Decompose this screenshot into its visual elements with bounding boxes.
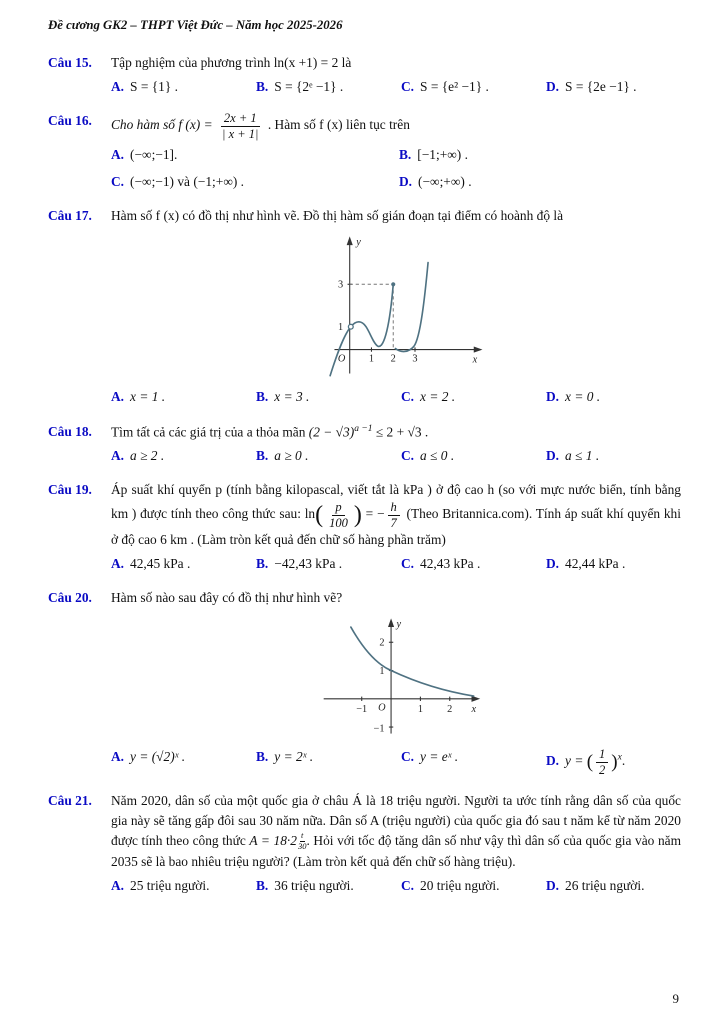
origin-label: O [377, 703, 386, 715]
document-header: Đề cương GK2 – THPT Việt Đức – Năm học 2025-2026 [48, 18, 343, 32]
option-c [401, 554, 542, 574]
x-axis-arrow [473, 347, 482, 353]
option-letter: C. [401, 389, 415, 405]
option-a [111, 446, 252, 466]
question-19-options [111, 554, 681, 574]
option-letter: B. [256, 878, 269, 894]
option-text: 42,44 kPa . [565, 556, 626, 572]
option-text: y = (√2)ˣ . [130, 749, 186, 765]
option-a [111, 554, 252, 574]
option-text: (−∞;−1) và (−1;+∞) . [130, 174, 245, 190]
point-2-3 [391, 283, 395, 287]
option-letter: B. [256, 389, 269, 405]
question-18-body [111, 422, 681, 467]
fraction-numerator: 1 [596, 747, 608, 762]
option-text: [−1;+∞) . [417, 147, 468, 163]
y-tick-label-neg1: −1 [373, 723, 385, 735]
fraction-numerator: 2x + 1 [221, 111, 260, 126]
option-b [399, 145, 681, 165]
option-letter: A. [111, 79, 125, 95]
question-17-text: Hàm số f (x) có đồ thị như hình vẽ. Đồ thị hàm số gián đoạn tại điểm có hoành độ là [111, 208, 564, 224]
open-paren: ( [586, 751, 594, 773]
fraction [388, 500, 400, 530]
option-a [111, 747, 252, 777]
question-16-options [111, 145, 681, 192]
y-tick-label-2: 2 [378, 637, 385, 649]
question-20-figure [111, 614, 681, 739]
question-19-body [111, 480, 681, 574]
option-text: a ≥ 0 . [274, 448, 309, 464]
text-segment: . Hỏi với tốc độ tăng dân số như vậy thì dân số của quốc gia vào năm 2035 sẽ là bao nhiêu triệu người? (Làm tròn kết quả đến chữ số hàng triệu). [111, 833, 682, 869]
question-15-label: Câu 15. [48, 55, 92, 71]
option-c [401, 77, 542, 97]
option-letter: B. [256, 79, 269, 95]
option-text: 25 triệu người. [130, 878, 210, 894]
option-text: y = 2ˣ . [274, 749, 314, 765]
question-15-text: Tập nghiệm của phương trình ln(x +1) = 2 là [111, 55, 352, 71]
question-21-options [111, 876, 681, 896]
question-16-body [111, 111, 681, 192]
fraction-denominator: | x + 1| [222, 126, 259, 141]
question-20-text: Hàm số nào sau đây có đồ thị như hình vẽ? [111, 590, 343, 606]
option-b [256, 554, 397, 574]
option-text: a ≤ 0 . [420, 448, 455, 464]
text-segment: Năm 2020, dân số của một quốc gia ở châu Á là 18 triệu người. Người ta ước tính rằng dân số của quốc gia này sẽ tăng gấp đôi sau 30 năm nữa. Dân số A (triệu người) của quốc gia đó sau t năm kể từ năm 2020 được tính theo công thức [111, 793, 681, 849]
close-paren: ) [611, 751, 618, 773]
option-text: 42,43 kPa . [420, 556, 481, 572]
option-letter: D. [546, 448, 560, 464]
option-letter: D. [546, 389, 560, 405]
y-axis-arrow [388, 619, 394, 628]
option-c [401, 876, 542, 896]
fraction-numerator: p [332, 500, 344, 515]
question-16 [48, 111, 681, 192]
question-17-options [111, 387, 681, 407]
option-text: y = eˣ . [420, 749, 459, 765]
question-19 [48, 480, 681, 574]
question-16-text [111, 111, 681, 141]
option-d [546, 387, 681, 407]
option-letter: C. [401, 448, 415, 464]
x-tick-label-1: 1 [417, 704, 423, 716]
option-letter: D. [546, 878, 560, 894]
question-21-label: Câu 21. [48, 793, 92, 809]
option-letter: D. [546, 753, 560, 769]
text-segment: Áp suất khí quyển p (tính bằng kilopascal, viết tắt là kPa ) ở độ cao h (so với mực nước biển, tính bằng km ) được tính theo công thức sau: ln [111, 482, 681, 522]
question-16-label: Câu 16. [48, 113, 92, 129]
text-segment: (Theo Britannica.com). Tính áp suất khí quyển khi ở độ cao 6 km . (Làm tròn kết quả đến chữ số hàng phần trăm) [111, 506, 681, 548]
question-18 [48, 422, 681, 467]
option-d [546, 446, 681, 466]
fraction [596, 747, 608, 777]
option-letter: B. [256, 749, 269, 765]
option-text: x = 1 . [130, 389, 166, 405]
question-21-body [111, 791, 681, 896]
curve-right-branch [395, 263, 428, 352]
option-letter: D. [546, 79, 560, 95]
y-tick-label-3: 3 [337, 280, 343, 292]
text-segment: ≤ 2 + √3 . [372, 424, 429, 440]
x-tick-label-2: 2 [446, 704, 452, 716]
fraction-denominator: 7 [390, 515, 397, 530]
option-text: S = {2ᵉ −1} . [274, 79, 344, 95]
option-b [256, 876, 397, 896]
option-text: x = 3 . [274, 389, 310, 405]
option-text [565, 747, 626, 777]
option-text: S = {e² −1} . [420, 79, 489, 95]
fraction [326, 500, 351, 530]
fraction-denominator: 30 [297, 841, 307, 852]
option-d [546, 77, 681, 97]
option-letter: D. [546, 556, 560, 572]
option-d [546, 747, 681, 777]
y-tick-label-1: 1 [337, 322, 343, 334]
option-text: a ≤ 1 . [565, 448, 600, 464]
option-letter: B. [256, 556, 269, 572]
fraction [219, 111, 261, 141]
option-letter: C. [401, 79, 415, 95]
open-point-0-1 [348, 325, 353, 330]
option-c [401, 747, 542, 777]
option-a [111, 145, 395, 165]
page-number: 9 [672, 990, 679, 1006]
x-axis-label: x [472, 355, 477, 367]
option-letter: C. [401, 749, 415, 765]
option-letter: A. [111, 749, 125, 765]
question-15 [48, 53, 681, 97]
question-17 [48, 206, 681, 407]
fraction-denominator: 2 [599, 762, 606, 777]
x-tick-label-2: 2 [390, 354, 396, 366]
open-paren: ( [315, 502, 324, 529]
option-a [111, 77, 252, 97]
exponential-decay-graph [304, 614, 489, 739]
option-c [401, 446, 542, 466]
question-18-label: Câu 18. [48, 423, 92, 439]
option-text: −42,43 kPa . [274, 556, 343, 572]
option-text: S = {1} . [130, 79, 178, 95]
fraction-denominator: 100 [329, 515, 348, 530]
option-letter: A. [111, 147, 125, 163]
fraction-numerator: h [388, 500, 400, 515]
formula-exponent: a −1 [354, 423, 373, 434]
close-paren: ) [353, 502, 362, 529]
y-axis-label: y [355, 237, 361, 249]
formula-base: (2 − √3) [308, 424, 355, 440]
option-letter: C. [111, 174, 125, 190]
question-20-body [111, 588, 681, 777]
formula-lhs: y = [565, 753, 584, 769]
option-letter: A. [111, 878, 125, 894]
option-text: 26 triệu người. [565, 878, 645, 894]
option-letter: A. [111, 448, 125, 464]
option-letter: B. [256, 448, 269, 464]
option-d [546, 876, 681, 896]
fraction-numerator: t [301, 830, 304, 841]
option-text: 42,45 kPa . [130, 556, 191, 572]
question-17-label: Câu 17. [48, 208, 92, 224]
question-20-label: Câu 20. [48, 590, 92, 606]
y-axis-label: y [396, 619, 401, 631]
option-text: x = 2 . [420, 389, 456, 405]
option-letter: C. [401, 556, 415, 572]
option-letter: B. [399, 147, 412, 163]
x-tick-label-1: 1 [368, 354, 374, 366]
y-tick-label-1: 1 [378, 666, 385, 678]
text-segment: . [621, 753, 626, 769]
text-segment: Tìm tất cả các giá trị của a thỏa mãn [111, 424, 309, 440]
option-a [111, 876, 252, 896]
text-segment: Cho hàm số f (x) = [111, 117, 213, 133]
option-c [401, 387, 542, 407]
question-17-body [111, 206, 681, 407]
option-text: S = {2e −1} . [565, 79, 637, 95]
option-letter: C. [401, 878, 415, 894]
option-letter: D. [399, 174, 413, 190]
option-text: (−∞;−1]. [130, 147, 178, 163]
question-19-label: Câu 19. [48, 482, 92, 498]
y-axis-arrow [346, 237, 352, 246]
text-segment: . Hàm số f (x) liên tục trên [267, 117, 410, 133]
question-20 [48, 588, 681, 777]
curve [350, 628, 473, 697]
question-21-text [111, 791, 681, 872]
question-21 [48, 791, 681, 896]
option-letter: A. [111, 389, 125, 405]
option-b [256, 77, 397, 97]
question-15-body [111, 53, 681, 97]
formula-exponent: x [617, 752, 622, 763]
option-b [256, 747, 397, 777]
option-b [256, 387, 397, 407]
option-c [111, 172, 395, 192]
origin-label: O [337, 354, 345, 366]
option-d [546, 554, 681, 574]
option-d [399, 172, 681, 192]
option-text: x = 0 . [565, 389, 601, 405]
option-text: a ≥ 2 . [130, 448, 165, 464]
formula-base: A = 18·2 [249, 833, 297, 849]
discontinuous-function-graph [304, 232, 489, 379]
option-a [111, 387, 252, 407]
x-axis-label: x [471, 704, 476, 716]
question-18-options [111, 446, 681, 466]
question-19-text [111, 480, 681, 550]
option-b [256, 446, 397, 466]
question-18-text [111, 422, 681, 443]
question-20-options [111, 747, 681, 777]
option-text: (−∞;+∞) . [418, 174, 472, 190]
x-tick-label-3: 3 [411, 354, 418, 366]
question-15-options [111, 77, 681, 97]
question-17-figure [111, 232, 681, 379]
option-letter: A. [111, 556, 125, 572]
option-text: 36 triệu người. [274, 878, 354, 894]
x-tick-label-neg1: −1 [355, 704, 367, 716]
text-segment: = − [361, 506, 385, 522]
option-text: 20 triệu người. [420, 878, 500, 894]
